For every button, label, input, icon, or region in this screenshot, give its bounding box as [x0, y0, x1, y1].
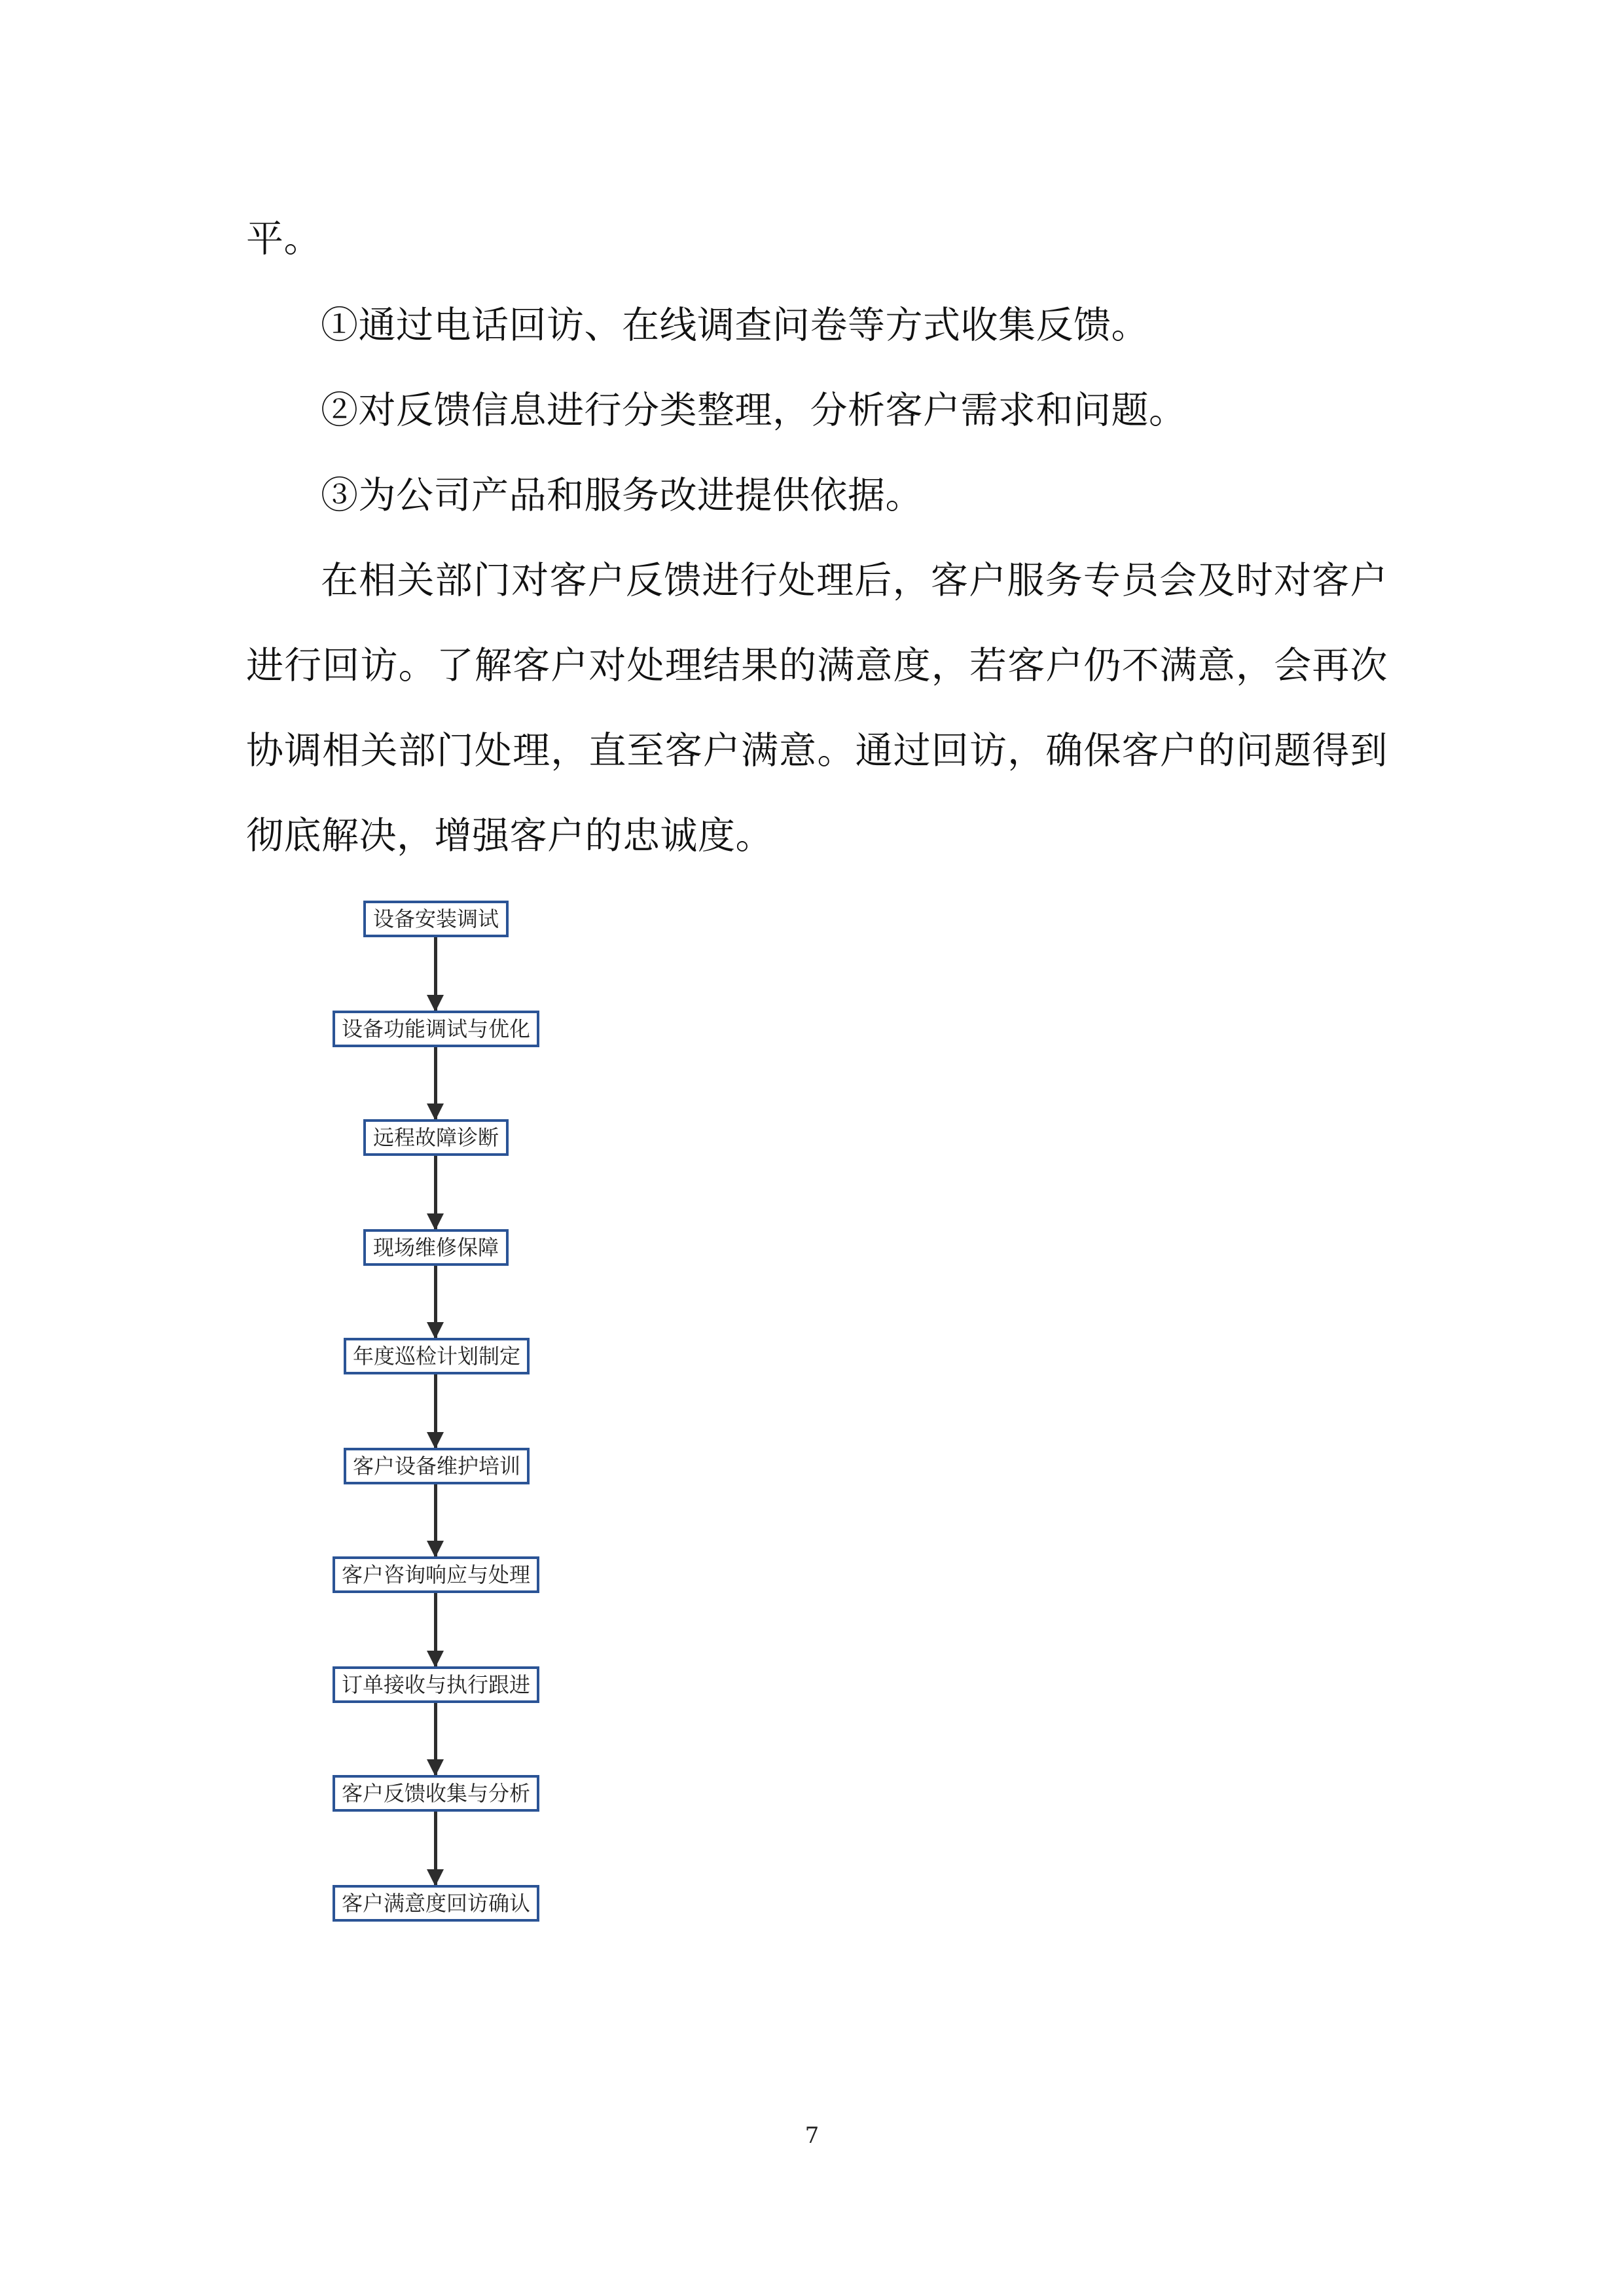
flow-step-10: 客户满意度回访确认 [333, 1885, 539, 1922]
paragraph-line-3: 协调相关部门处理，直至客户满意。通过回访，确保客户的问题得到 [246, 729, 1388, 772]
flow-arrow-5 [434, 1374, 437, 1448]
list-item-2: ②对反馈信息进行分类整理，分析客户需求和问题。 [321, 389, 1187, 432]
paragraph-line-2: 进行回访。了解客户对处理结果的满意度，若客户仍不满意，会再次 [246, 644, 1388, 687]
flow-step-5: 年度巡检计划制定 [344, 1338, 530, 1374]
list-item-1: ①通过电话回访、在线调查问卷等方式收集反馈。 [321, 304, 1149, 347]
flow-arrow-9 [434, 1812, 437, 1885]
flow-step-8: 订单接收与执行跟进 [333, 1666, 539, 1703]
flow-step-7: 客户咨询响应与处理 [333, 1556, 539, 1593]
flow-arrow-4 [434, 1266, 437, 1338]
list-item-3: ③为公司产品和服务改进提供依据。 [321, 474, 923, 517]
flow-step-4: 现场维修保障 [363, 1229, 509, 1266]
flow-arrow-2 [434, 1047, 437, 1119]
flow-arrow-7 [434, 1593, 437, 1666]
flow-arrow-3 [434, 1156, 437, 1229]
flow-step-9: 客户反馈收集与分析 [333, 1775, 539, 1812]
text-line-continuation: 平。 [246, 217, 321, 260]
flow-arrow-1 [434, 937, 437, 1011]
flow-arrow-6 [434, 1484, 437, 1556]
flow-arrow-8 [434, 1703, 437, 1775]
paragraph-line-1: 在相关部门对客户反馈进行处理后，客户服务专员会及时对客户 [321, 559, 1388, 602]
paragraph-line-4: 彻底解决，增强客户的忠诚度。 [246, 814, 773, 857]
page-number: 7 [804, 2123, 820, 2149]
flow-step-1: 设备安装调试 [363, 901, 509, 937]
flow-step-2: 设备功能调试与优化 [333, 1011, 539, 1047]
flow-step-6: 客户设备维护培训 [344, 1448, 530, 1484]
flow-step-3: 远程故障诊断 [363, 1119, 509, 1156]
